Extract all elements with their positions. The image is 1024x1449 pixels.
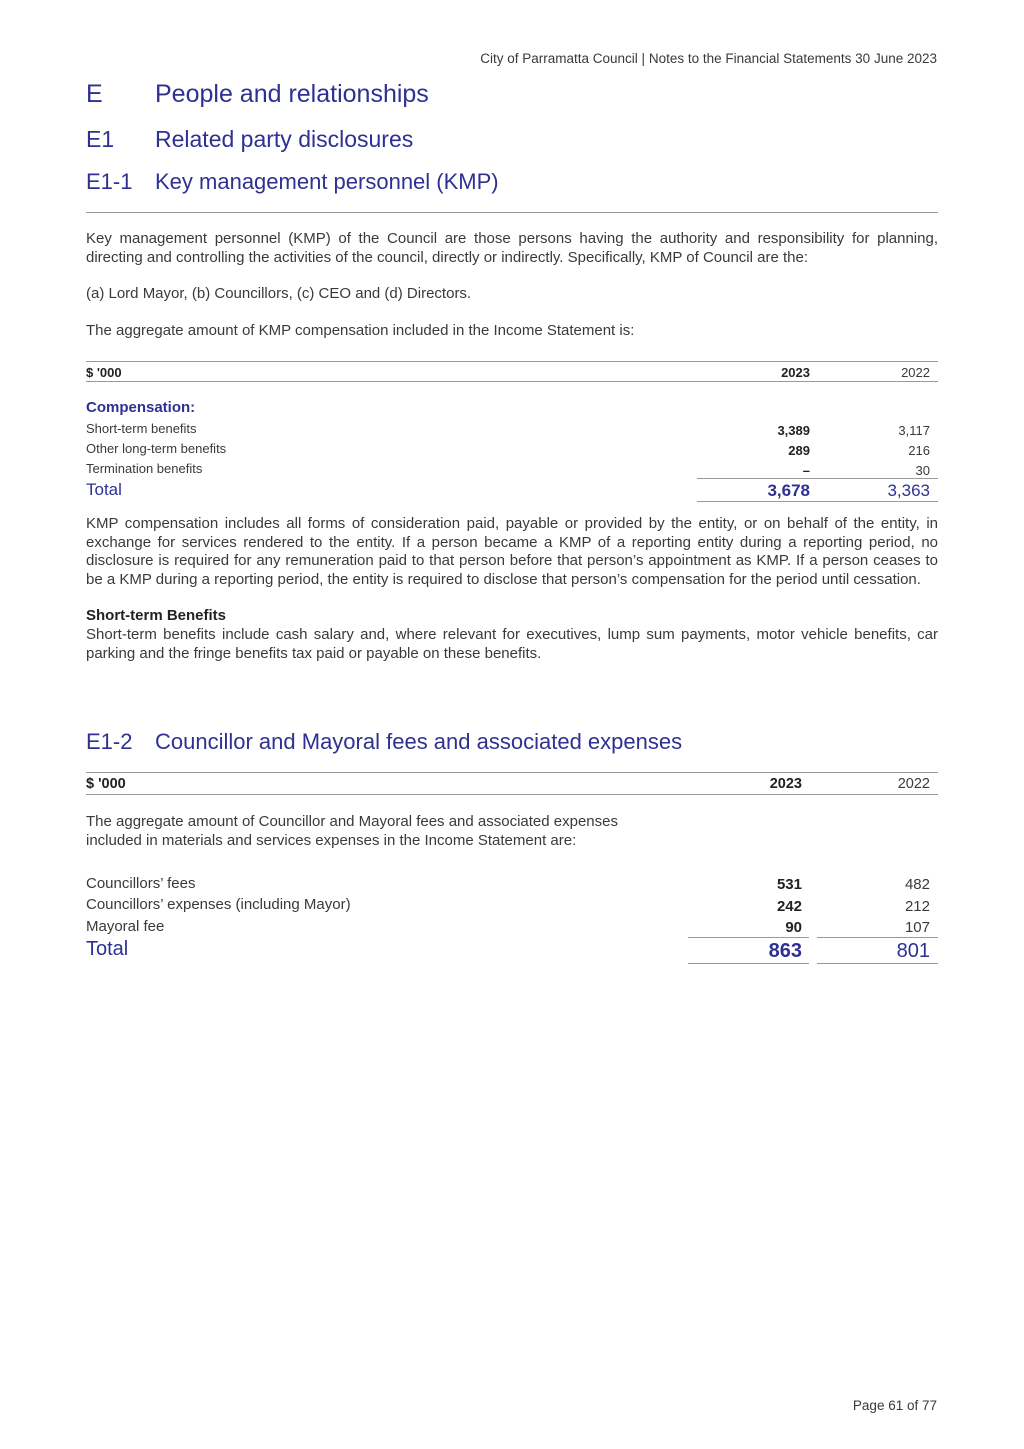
fees-unit-label: $ '000 (86, 776, 126, 792)
kmp-aggregate-paragraph: The aggregate amount of KMP compensation included in the Income Statement is: (86, 322, 635, 339)
fees-table-top-rule (86, 772, 938, 773)
fees-col-2022: 2022 (897, 776, 930, 792)
kmp-value-2022: 3,117 (898, 423, 930, 438)
fees-total-top-rule-2023 (688, 937, 809, 938)
kmp-total-label: Total (86, 480, 122, 499)
kmp-col-2022: 2022 (901, 365, 930, 380)
fees-value-2023: 531 (776, 876, 802, 893)
kmp-table-top-rule (86, 361, 938, 362)
kmp-intro-paragraph: Key management personnel (KMP) of the Council are those persons having the authority and responsibility for planning, directing and controlling the activities of the council, directly or indirectly. Specifically, KMP of Council are the: (86, 230, 938, 266)
kmp-unit-label: $ '000 (86, 365, 122, 380)
kmp-table-values (86, 423, 938, 483)
section-divider (86, 212, 938, 213)
kmp-total-values (86, 481, 938, 501)
fees-row-label: Mayoral fee (86, 918, 165, 935)
heading-e1-2-title: Councillor and Mayoral fees and associated expenses (155, 729, 683, 754)
heading-e1-2-number: E1-2 (86, 729, 133, 754)
kmp-value-2023: 289 (788, 443, 810, 458)
fees-total-top-rule-2022 (817, 937, 938, 938)
fees-table-header-rule (86, 794, 938, 795)
fees-total-label: Total (86, 938, 129, 960)
heading-e (86, 80, 429, 109)
kmp-compensation-note: KMP compensation includes all forms of consideration paid, payable or provided by the entity, or on behalf of the entity, in exchange for services rendered to the entity. If a person became a KMP of a reporting entity during a reporting period, no disclosure is required for any remuneration paid to that person before that person’s appointment as KMP. If a person ceases to be a KMP during a reporting period, the entity is required to disclose that person’s compensation for the period until cessation. (86, 515, 938, 588)
heading-e1-1-title: Key management personnel (KMP) (155, 169, 499, 194)
fees-row-label: Councillors’ expenses (including Mayor) (86, 896, 351, 913)
fees-value-2022: 107 (904, 919, 930, 936)
fees-value-2023: 242 (776, 898, 802, 915)
heading-e1-2 (86, 729, 682, 755)
stb-heading: Short-term Benefits (86, 607, 227, 624)
fees-value-2022: 482 (904, 876, 930, 893)
fees-total-2022: 801 (896, 940, 930, 962)
fees-table-header (86, 776, 938, 794)
kmp-table-header-rule (86, 381, 938, 382)
kmp-value-2023: – (802, 463, 810, 478)
heading-e1-1-number: E1-1 (86, 169, 133, 194)
fees-value-2022: 212 (904, 898, 930, 915)
kmp-total-bottom-rule (697, 501, 938, 502)
heading-e-title: People and relationships (155, 80, 429, 108)
kmp-row-label: Termination benefits (86, 461, 203, 476)
kmp-value-2022: 30 (915, 463, 930, 478)
fees-value-2023: 90 (785, 919, 802, 936)
kmp-total-top-rule (697, 478, 938, 479)
kmp-row-label: Short-term benefits (86, 421, 197, 436)
heading-e1-1 (86, 169, 499, 195)
fees-table-values (86, 876, 938, 940)
kmp-total-2022: 3,363 (887, 481, 930, 500)
kmp-value-2023: 3,389 (777, 423, 810, 438)
kmp-value-2022: 216 (908, 443, 930, 458)
fees-total-values (86, 940, 938, 962)
heading-e1-number: E1 (86, 126, 115, 152)
stb-paragraph: Short-term benefits include cash salary and, where relevant for executives, lump sum payments, motor vehicle benefits, car parking and the fringe benefits tax paid or payable on these benefits. (86, 626, 938, 662)
fees-intro-paragraph: The aggregate amount of Councillor and Mayoral fees and associated expenses included in materials and services expenses in the Income Statement are: (86, 813, 618, 849)
kmp-compensation-heading: Compensation: (86, 399, 196, 416)
heading-e1 (86, 126, 413, 153)
fees-total-bottom-rule-2023 (688, 963, 809, 964)
fees-total-2023: 863 (768, 940, 802, 962)
kmp-row-label: Other long-term benefits (86, 441, 227, 456)
kmp-col-2023: 2023 (781, 365, 810, 380)
fees-col-2023: 2023 (769, 776, 802, 792)
fees-row-label: Councillors’ fees (86, 875, 196, 892)
heading-e1-title: Related party disclosures (155, 126, 414, 152)
fees-total-bottom-rule-2022 (817, 963, 938, 964)
heading-e-number: E (86, 80, 103, 108)
page-number: Page 61 of 77 (852, 1398, 937, 1413)
kmp-list-paragraph: (a) Lord Mayor, (b) Councillors, (c) CEO and (d) Directors. (86, 285, 472, 302)
kmp-total-2023: 3,678 (767, 481, 810, 500)
kmp-table-header (86, 365, 938, 381)
running-header: City of Parramatta Council | Notes to the Financial Statements 30 June 2023 (480, 51, 937, 66)
